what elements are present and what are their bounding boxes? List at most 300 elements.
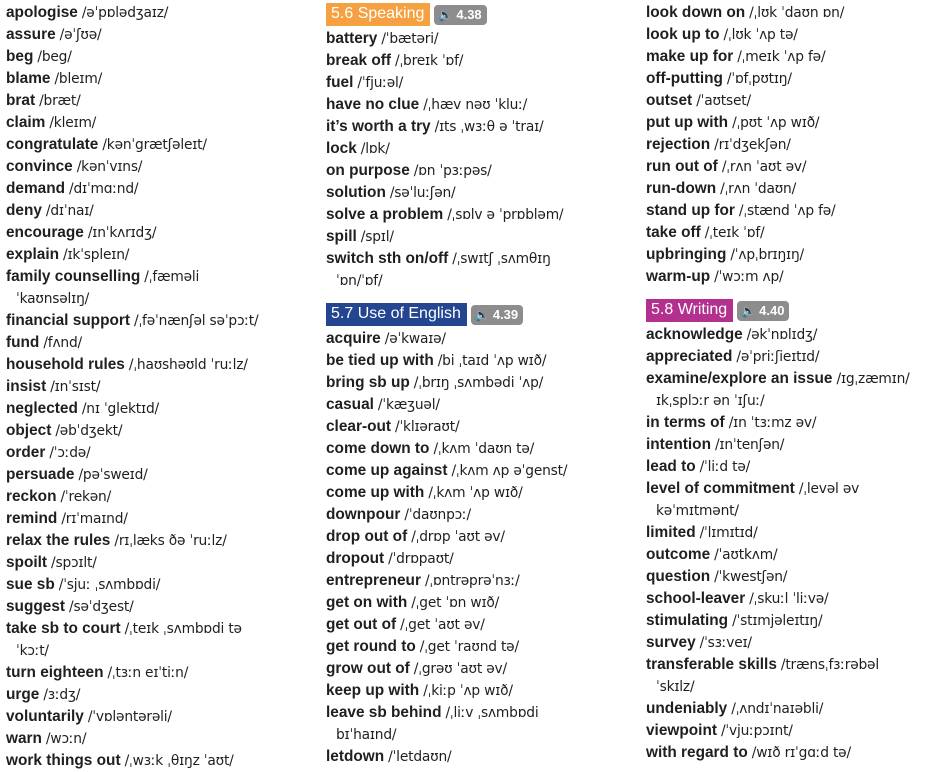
pronunciation: /ˌʌndɪˈnaɪəbli/ [731, 701, 824, 717]
headword: transferable skills [646, 656, 777, 673]
headword: be tied up with [326, 352, 434, 369]
vocab-entry [6, 464, 306, 486]
pronunciation: /əˈʃʊə/ [59, 27, 102, 43]
vocab-entry [326, 504, 632, 526]
pronunciation: /ˈɔːdə/ [49, 445, 91, 461]
pronunciation: /beg/ [37, 49, 72, 65]
section-header-writing [646, 299, 940, 322]
headword: it’s worth a try [326, 118, 431, 135]
pronunciation: /ˌlʊk ˈdaʊn ɒn/ [749, 5, 845, 21]
headword: solve a problem [326, 206, 444, 223]
headword: come up against [326, 462, 448, 479]
headword: brat [6, 92, 36, 109]
pronunciation: /ˈʌpˌbrɪŋɪŋ/ [730, 247, 804, 263]
pronunciation: /ˈbætəri/ [381, 31, 439, 47]
headword: drop out of [326, 528, 408, 545]
headword: appreciated [646, 348, 733, 365]
pronunciation: /ˌkʌm ˈʌp wɪð/ [428, 485, 523, 501]
headword: examine/explore an issue [646, 370, 833, 387]
pronunciation: /əˈkwaɪə/ [384, 331, 446, 347]
pronunciation: /ˈaʊtset/ [696, 93, 751, 109]
vocab-entry [646, 200, 940, 222]
vocab-entry [326, 438, 632, 460]
pronunciation: /ˌkʌm ˈdaʊn tə/ [433, 441, 535, 457]
pronunciation: /kənˈvɪns/ [76, 159, 143, 175]
vocab-entry [326, 226, 632, 248]
headword: limited [646, 524, 696, 541]
pronunciation: /ˌlevəl əv [798, 481, 860, 497]
pronunciation: /ˌfəˈnænʃəl səˈpɔːt/ [134, 313, 259, 329]
headword: question [646, 568, 711, 585]
vocab-entry [646, 720, 940, 742]
headword: neglected [6, 400, 78, 417]
vocab-entry [646, 742, 940, 764]
vocab-entry [326, 248, 632, 270]
headword: acknowledge [646, 326, 743, 343]
headword: financial support [6, 312, 130, 329]
vocab-entry [326, 658, 632, 680]
vocab-entry [6, 222, 306, 244]
headword: spill [326, 228, 357, 245]
headword: lock [326, 140, 357, 157]
vocab-entry [646, 324, 940, 346]
pronunciation: /ˈlɪmɪtɪd/ [699, 525, 758, 541]
vocab-entry [326, 350, 632, 372]
audio-track-number: 4.38 [456, 6, 482, 22]
speaker-icon: 🔈 [741, 303, 757, 318]
vocab-entry [6, 68, 306, 90]
vocab-entry [646, 588, 940, 610]
headword: downpour [326, 506, 401, 523]
vocab-entry [326, 182, 632, 204]
headword: rejection [646, 136, 711, 153]
headword: claim [6, 114, 46, 131]
pronunciation: /ɪn ˈtɜːmz əv/ [728, 415, 817, 431]
vocab-entry [6, 486, 306, 508]
pronunciation: /wɪð rɪˈgɑːd tə/ [751, 745, 851, 761]
headword: household rules [6, 356, 125, 373]
pronunciation: /ˈwɔːm ʌp/ [714, 269, 784, 285]
vocab-entry [6, 706, 306, 728]
headword: entrepreneur [326, 572, 421, 589]
headword: blame [6, 70, 51, 87]
vocab-entry [326, 204, 632, 226]
speaker-icon: 🔈 [438, 7, 454, 22]
vocab-entry [646, 244, 940, 266]
vocab-entry [326, 548, 632, 570]
vocab-entry [6, 420, 306, 442]
vocab-entry [646, 456, 940, 478]
headword: remind [6, 510, 58, 527]
pronunciation: /əˈpriːʃieɪtɪd/ [736, 349, 820, 365]
vocab-entry [6, 90, 306, 112]
pronunciation-continued [326, 270, 632, 292]
headword: dropout [326, 550, 385, 567]
vocab-entry [646, 346, 940, 368]
column-3-list [646, 2, 940, 288]
vocab-entry [646, 68, 940, 90]
pronunciation: /ˈdrɒpaʊt/ [388, 551, 454, 567]
vocab-entry [326, 416, 632, 438]
pronunciation: /ˌsɒlv ə ˈprɒbləm/ [447, 207, 564, 223]
vocab-entry [646, 698, 940, 720]
vocab-entry [6, 244, 306, 266]
pronunciation: /nɪ ˈglektɪd/ [81, 401, 159, 417]
headword: casual [326, 396, 374, 413]
vocab-entry [326, 460, 632, 482]
column-1 [6, 2, 306, 772]
pronunciation: /spɪl/ [360, 229, 394, 245]
headword: apologise [6, 4, 78, 21]
vocab-entry [326, 94, 632, 116]
pronunciation: /ˌstænd ˈʌp fə/ [738, 203, 836, 219]
vocab-entry [326, 592, 632, 614]
vocab-entry [6, 24, 306, 46]
pronunciation: /ˌpʊt ˈʌp wɪð/ [732, 115, 820, 131]
headword: explain [6, 246, 60, 263]
vocab-entry [6, 530, 306, 552]
pronunciation: /ˈvjuːpɔɪnt/ [720, 723, 793, 739]
pronunciation-continued [646, 500, 940, 522]
vocab-entry [646, 434, 940, 456]
headword: work things out [6, 752, 121, 769]
pronunciation: /ˈdaʊnpɔː/ [404, 507, 471, 523]
vocab-entry [6, 750, 306, 772]
headword: fuel [326, 74, 354, 91]
vocab-entry [6, 508, 306, 530]
headword: relax the rules [6, 532, 111, 549]
headword: in terms of [646, 414, 725, 431]
pronunciation: /ˈstɪmjəleɪtɪŋ/ [732, 613, 823, 629]
pronunciation: /ˈaʊtkʌm/ [714, 547, 778, 563]
pronunciation: /ˈletdaʊn/ [388, 749, 452, 765]
vocab-entry [326, 482, 632, 504]
pronunciation: /ˈfjuːəl/ [357, 75, 404, 91]
pronunciation: /ˈkæʒuəl/ [377, 397, 440, 413]
pronunciation: /ˌwɜːk ˌθɪŋz ˈaʊt/ [124, 753, 234, 769]
headword: on purpose [326, 162, 410, 179]
pronunciation: /əbˈdʒekt/ [55, 423, 123, 439]
vocab-entry [326, 526, 632, 548]
section-title-speaking: 5.6 Speaking [326, 3, 430, 26]
headword: make up for [646, 48, 734, 65]
headword: put up with [646, 114, 729, 131]
pronunciation: /kleɪm/ [49, 115, 97, 131]
vocab-entry [326, 394, 632, 416]
pronunciation: /ˈrekən/ [60, 489, 112, 505]
headword: get round to [326, 638, 416, 655]
writing-list [646, 324, 940, 764]
pronunciation: /bleɪm/ [54, 71, 103, 87]
headword: turn eighteen [6, 664, 104, 681]
pronunciation: /ˌhaʊshəʊld ˈruːlz/ [128, 357, 248, 373]
vocab-entry [6, 596, 306, 618]
headword: acquire [326, 330, 381, 347]
vocab-entry [6, 662, 306, 684]
headword: get out of [326, 616, 397, 633]
pronunciation: /ˈklɪəraʊt/ [395, 419, 460, 435]
headword: lead to [646, 458, 696, 475]
section-header-speaking [326, 3, 632, 26]
vocab-entry [6, 618, 306, 640]
pronunciation: /rɪˌlæks ðə ˈruːlz/ [114, 533, 227, 549]
pronunciation: /əkˈnɒlɪdʒ/ [746, 327, 818, 343]
headword: stimulating [646, 612, 729, 629]
headword: take off [646, 224, 701, 241]
vocab-entry [6, 310, 306, 332]
headword: with regard to [646, 744, 748, 761]
headword: object [6, 422, 52, 439]
vocab-entry [326, 372, 632, 394]
pronunciation: /rɪˈmaɪnd/ [61, 511, 128, 527]
headword: break off [326, 52, 391, 69]
pronunciation: /wɔːn/ [45, 731, 87, 747]
pronunciation: /fʌnd/ [43, 335, 82, 351]
vocab-entry [646, 654, 940, 676]
headword: intention [646, 436, 711, 453]
pronunciation: /ɜːdʒ/ [43, 687, 81, 703]
section-header-use-of-english [326, 303, 632, 326]
vocab-entry [6, 332, 306, 354]
vocab-entry [326, 50, 632, 72]
pronunciation: kəˈmɪtmənt/ [656, 503, 739, 519]
audio-track-number: 4.39 [492, 306, 519, 322]
pronunciation: ˈkaʊnsəlɪŋ/ [16, 291, 90, 307]
vocab-entry [646, 522, 940, 544]
pronunciation: /dɪˈnaɪ/ [45, 203, 94, 219]
pronunciation: /ˌmeɪk ˈʌp fə/ [737, 49, 826, 65]
column-3 [646, 2, 940, 764]
headword: beg [6, 48, 34, 65]
pronunciation: /ˈkwestʃən/ [714, 569, 788, 585]
pronunciation: /bræt/ [39, 93, 81, 109]
headword: encourage [6, 224, 84, 241]
vocab-entry [326, 72, 632, 94]
vocab-entry [6, 134, 306, 156]
pronunciation: /ˌswɪtʃ ˌsʌmθɪŋ [452, 251, 551, 267]
pronunciation: /ɪgˌzæmɪn/ [836, 371, 910, 387]
vocab-entry [6, 376, 306, 398]
pronunciation: /ɪkˈspleɪn/ [63, 247, 130, 263]
headword: solution [326, 184, 386, 201]
vocab-entry [646, 178, 940, 200]
vocab-entry [646, 112, 940, 134]
section-title-writing: 5.8 Writing [646, 299, 733, 322]
vocab-entry [646, 544, 940, 566]
vocab-entry [326, 702, 632, 724]
pronunciation: ˈskɪlz/ [656, 679, 695, 695]
pronunciation: /ˌrʌn ˈaʊt əv/ [721, 159, 807, 175]
vocab-entry [646, 478, 940, 500]
vocab-entry [646, 266, 940, 288]
headword: congratulate [6, 136, 99, 153]
vocab-entry [646, 90, 940, 112]
vocab-entry [326, 28, 632, 50]
vocab-entry [646, 632, 940, 654]
pronunciation: /ˌdrɒp ˈaʊt əv/ [411, 529, 505, 545]
headword: spoilt [6, 554, 48, 571]
vocab-entry [6, 112, 306, 134]
vocab-entry [326, 614, 632, 636]
vocab-entry [646, 134, 940, 156]
headword: grow out of [326, 660, 410, 677]
pronunciation: /ˌlʊk ˈʌp tə/ [723, 27, 798, 43]
pronunciation: /ˌbrɪŋ ˌsʌmbədi ˈʌp/ [413, 375, 544, 391]
headword: insist [6, 378, 47, 395]
pronunciation-continued [6, 640, 306, 662]
pronunciation: /səˈdʒest/ [69, 599, 134, 615]
vocab-entry [6, 266, 306, 288]
vocab-entry [326, 636, 632, 658]
pronunciation: /ˈsɜːveɪ/ [699, 635, 752, 651]
pronunciation: /əˈpɒlədʒaɪz/ [81, 5, 169, 21]
pronunciation: /ˈsjuː ˌsʌmbɒdi/ [58, 577, 161, 593]
headword: outset [646, 92, 693, 109]
pronunciation: bɪˈhaɪnd/ [336, 727, 397, 743]
pronunciation: /səˈluːʃən/ [389, 185, 456, 201]
pronunciation: /ɪts ˌwɜːθ ə ˈtraɪ/ [434, 119, 544, 135]
pronunciation: /ˈɒfˌpʊtɪŋ/ [726, 71, 792, 87]
headword: outcome [646, 546, 711, 563]
audio-track-badge[interactable] [471, 305, 523, 325]
pronunciation: /rɪˈdʒekʃən/ [714, 137, 791, 153]
vocab-entry [326, 328, 632, 350]
vocab-entry [6, 574, 306, 596]
vocab-entry [326, 160, 632, 182]
pronunciation: /ɪnˈkʌrɪdʒ/ [87, 225, 157, 241]
vocab-entry [646, 610, 940, 632]
headword: keep up with [326, 682, 420, 699]
vocab-entry [6, 354, 306, 376]
headword: have no clue [326, 96, 420, 113]
headword: leave sb behind [326, 704, 442, 721]
pronunciation: /ˌɒntrəprəˈnɜː/ [424, 573, 520, 589]
vocab-entry [6, 398, 306, 420]
vocab-entry [6, 2, 306, 24]
pronunciation: ˈkɔːt/ [16, 643, 49, 659]
vocab-entry [6, 156, 306, 178]
pronunciation: /lɒk/ [360, 141, 390, 157]
pronunciation-continued [6, 288, 306, 310]
headword: get on with [326, 594, 408, 611]
section-title-use-of-english: 5.7 Use of English [326, 303, 467, 326]
headword: deny [6, 202, 42, 219]
pronunciation: ˈɒn/ˈɒf/ [336, 273, 383, 289]
pronunciation: /ˌget ˈɒn wɪð/ [411, 595, 500, 611]
headword: persuade [6, 466, 75, 483]
headword: voluntarily [6, 708, 84, 725]
pronunciation: ɪkˌsplɔːr ən ˈɪʃuː/ [656, 393, 765, 409]
headword: order [6, 444, 46, 461]
headword: family counselling [6, 268, 141, 285]
headword: clear-out [326, 418, 391, 435]
vocab-entry [646, 2, 940, 24]
audio-track-badge[interactable] [737, 301, 789, 321]
pronunciation: /ˌteɪk ˌsʌmbɒdi tə [124, 621, 242, 637]
pronunciation: /ˌteɪk ˈɒf/ [704, 225, 765, 241]
pronunciation: /ˌget ˈaʊt əv/ [400, 617, 485, 633]
headword: convince [6, 158, 73, 175]
headword: school-leaver [646, 590, 746, 607]
speaking-list [326, 28, 632, 292]
pronunciation: /ˌskuːl ˈliːvə/ [749, 591, 829, 607]
headword: switch sth on/off [326, 250, 449, 267]
pronunciation: /trænsˌfɜːrəbəl [780, 657, 879, 673]
headword: warm-up [646, 268, 711, 285]
headword: run-down [646, 180, 717, 197]
vocab-entry [646, 156, 940, 178]
headword: warn [6, 730, 42, 747]
headword: urge [6, 686, 40, 703]
vocab-entry [6, 200, 306, 222]
headword: come down to [326, 440, 430, 457]
vocab-entry [326, 746, 632, 768]
pronunciation: /pəˈsweɪd/ [78, 467, 148, 483]
pronunciation: /ˌtɜːn eɪˈtiːn/ [107, 665, 189, 681]
pronunciation: /ɒn ˈpɜːpəs/ [413, 163, 492, 179]
headword: undeniably [646, 700, 728, 717]
vocab-entry [646, 368, 940, 390]
headword: battery [326, 30, 378, 47]
pronunciation-continued [646, 390, 940, 412]
vocab-entry [646, 412, 940, 434]
headword: take sb to court [6, 620, 121, 637]
headword: off-putting [646, 70, 723, 87]
vocab-entry [326, 116, 632, 138]
headword: bring sb up [326, 374, 410, 391]
vocab-entry [646, 566, 940, 588]
column-2 [326, 2, 632, 768]
headword: run out of [646, 158, 718, 175]
pronunciation: /bi ˌtaɪd ˈʌp wɪð/ [437, 353, 547, 369]
headword: suggest [6, 598, 66, 615]
headword: viewpoint [646, 722, 717, 739]
vocab-entry [646, 24, 940, 46]
headword: assure [6, 26, 56, 43]
headword: stand up for [646, 202, 735, 219]
vocab-entry [646, 222, 940, 244]
pronunciation: /ˌgrəʊ ˈaʊt əv/ [413, 661, 507, 677]
vocab-entry [6, 178, 306, 200]
headword: letdown [326, 748, 385, 765]
audio-track-badge[interactable] [434, 5, 486, 25]
vocab-entry [326, 138, 632, 160]
pronunciation: /ˌget ˈraʊnd tə/ [419, 639, 519, 655]
pronunciation: /ɪnˈtenʃən/ [714, 437, 785, 453]
pronunciation-continued [326, 724, 632, 746]
pronunciation: /dɪˈmɑːnd/ [69, 181, 139, 197]
pronunciation: /spɔɪlt/ [51, 555, 97, 571]
headword: come up with [326, 484, 425, 501]
pronunciation: /ˌfæməli [144, 269, 200, 285]
use-of-english-list [326, 328, 632, 768]
headword: fund [6, 334, 40, 351]
headword: level of commitment [646, 480, 795, 497]
vocab-entry [6, 552, 306, 574]
headword: reckon [6, 488, 57, 505]
pronunciation: /ˌliːv ˌsʌmbɒdi [445, 705, 539, 721]
vocab-entry [646, 46, 940, 68]
vocab-entry [326, 680, 632, 702]
pronunciation: /ˌrʌn ˈdaʊn/ [720, 181, 797, 197]
headword: sue sb [6, 576, 55, 593]
vocab-entry [6, 728, 306, 750]
pronunciation: /ɪnˈsɪst/ [50, 379, 101, 395]
vocab-entry [6, 46, 306, 68]
speaker-icon: 🔈 [474, 307, 490, 322]
headword: look up to [646, 26, 720, 43]
pronunciation: /ˈvɒləntərəli/ [87, 709, 172, 725]
